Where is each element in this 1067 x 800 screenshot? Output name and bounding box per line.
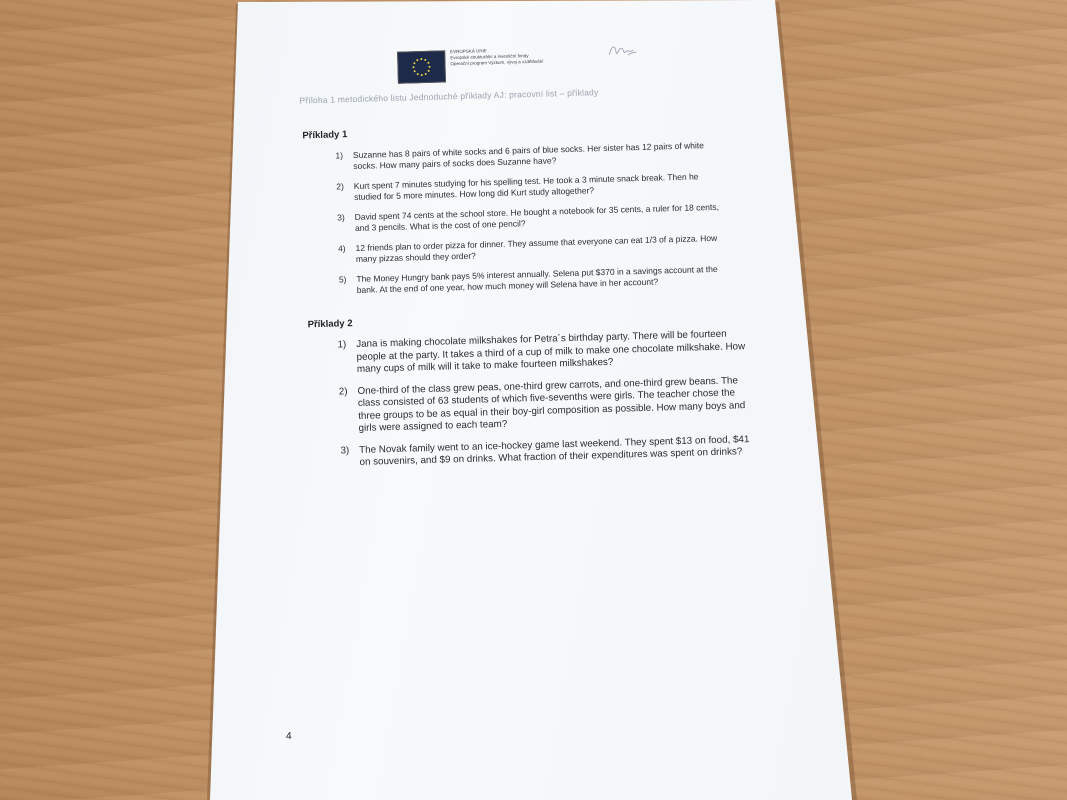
problem-item — [329, 375, 750, 437]
eu-stars-icon — [398, 51, 445, 82]
document-subtitle: Příloha 1 metodického listu Jednoduché příklady AJ: pracovní list – příklady — [299, 87, 599, 106]
problem-text: The Novak family went to an ice-hockey game last weekend. They spent $13 on food, $41 on souvenirs, and $9 on drinks. What fraction of their expenditures was spent on drinks? — [359, 433, 750, 468]
problem-number: 1) — [337, 339, 347, 351]
problem-item — [331, 434, 752, 471]
problem-number: 2) — [338, 385, 348, 397]
eu-logo-text — [450, 47, 544, 68]
problem-number: 3) — [336, 212, 345, 223]
section-1-list — [325, 140, 729, 297]
problem-number: 2) — [336, 181, 344, 192]
problem-text: Jana is making chocolate milkshakes for Petra´s birthday party. There will be fourteen people at the party. It takes a third of a cup of milk to make one chocolate milkshake. How many cups of milk will it take to make fourteen milkshakes? — [356, 328, 746, 375]
problem-item — [328, 328, 749, 377]
eu-line: Operační program Výzkum, vývoj a vzdělávání — [450, 58, 544, 67]
problem-text: 12 friends plan to order pizza for dinner. They assume that everyone can eat 1/3 of a pizza. How many pizzas should they order? — [355, 232, 718, 264]
problem-text: Suzanne has 8 pairs of white socks and 6 pairs of blue socks. Her sister has 12 pairs of white socks. How many pairs of socks does Suzanne have? — [352, 140, 705, 171]
problem-item — [327, 233, 727, 266]
eu-line: EVROPSKÁ UNIE — [450, 48, 487, 55]
handwritten-signature — [606, 40, 641, 61]
problem-number: 4) — [337, 243, 346, 254]
problem-text: The Money Hungry bank pays 5% interest annually. Selena put $370 in a savings account at the bank. At the end of one year, how much money will Selena have in her account? — [356, 263, 718, 295]
section-1-title: Příklady 1 — [302, 129, 348, 142]
problem-item — [328, 264, 728, 297]
eu-line: Evropské strukturální a investiční fondy — [450, 53, 529, 61]
problem-item — [327, 202, 727, 235]
document-content — [280, 37, 772, 481]
problem-number: 3) — [340, 444, 350, 456]
problem-text: Kurt spent 7 minutes studying for his spelling test. He took a 3 minute snack break. Then he studied for 5 more minutes. How long did Kurt study altogether? — [353, 171, 699, 202]
section-2-list — [328, 328, 751, 470]
page-number: 4 — [285, 730, 292, 743]
problem-number: 5) — [338, 274, 347, 285]
eu-flag-logo — [397, 50, 446, 83]
problem-item — [326, 171, 726, 204]
problem-item — [325, 140, 725, 173]
problem-number: 1) — [335, 150, 344, 161]
problem-text: David spent 74 cents at the school store. He bought a notebook for 35 cents, a ruler for 18 cents, and 3 pencils. What is the cost of one pencil? — [354, 201, 720, 233]
problem-text: One-third of the class grew peas, one-third grew carrots, and one-third grew beans. The class consisted of 63 students of which five-sevenths were girls. The teacher chose the three groups to be as equal in their boy-girl composition as possible. How many boys and girls were assigned to each team? — [357, 374, 746, 434]
section-2-title: Příklady 2 — [307, 318, 353, 331]
